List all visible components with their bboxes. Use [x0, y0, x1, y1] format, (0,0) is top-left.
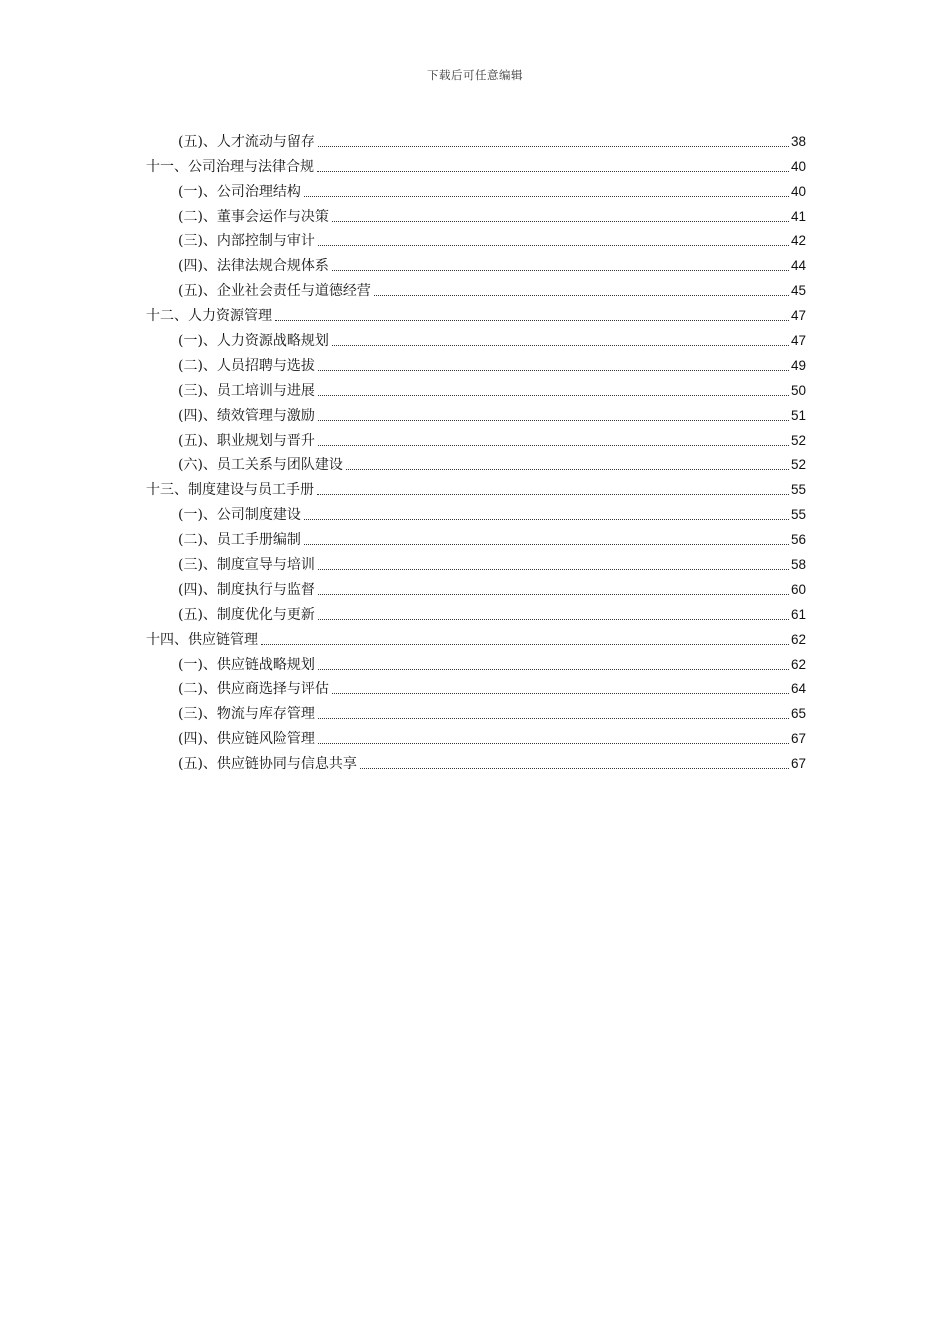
toc-entry-page-number: 67 — [790, 756, 806, 772]
toc-section-entry[interactable] — [146, 400, 806, 425]
toc-dot-leader — [360, 767, 789, 769]
toc-dot-leader — [318, 668, 789, 670]
toc-section-entry[interactable] — [146, 499, 806, 524]
toc-entry-title: (四)、制度执行与监督 — [178, 581, 315, 598]
toc-entry-title: (五)、制度优化与更新 — [178, 606, 315, 623]
toc-entry-page-number: 51 — [790, 407, 806, 423]
toc-section-entry[interactable] — [146, 723, 806, 748]
toc-entry-title: (一)、公司制度建设 — [178, 507, 301, 524]
toc-entry-page-number: 44 — [790, 258, 806, 274]
toc-entry-title: (六)、员工关系与团队建设 — [178, 457, 343, 474]
toc-entry-title: (二)、供应商选择与评估 — [178, 681, 329, 698]
toc-dot-leader — [332, 220, 789, 222]
toc-entry-page-number: 62 — [790, 656, 806, 672]
toc-section-entry[interactable] — [146, 250, 806, 275]
toc-entry-page-number: 40 — [790, 158, 806, 174]
toc-entry-page-number: 60 — [790, 581, 806, 597]
toc-section-entry[interactable] — [146, 350, 806, 375]
toc-entry-page-number: 47 — [790, 308, 806, 324]
toc-dot-leader — [318, 244, 789, 246]
toc-entry-page-number: 58 — [790, 557, 806, 573]
toc-section-entry[interactable] — [146, 549, 806, 574]
toc-section-entry[interactable] — [146, 674, 806, 699]
toc-entry-title: 十二、人力资源管理 — [146, 308, 272, 325]
toc-section-entry[interactable] — [146, 126, 806, 151]
toc-entry-title: (三)、制度宣导与培训 — [178, 557, 315, 574]
toc-entry-page-number: 62 — [790, 631, 806, 647]
toc-entry-page-number: 41 — [790, 208, 806, 224]
toc-section-entry[interactable] — [146, 649, 806, 674]
toc-entry-page-number: 42 — [790, 233, 806, 249]
toc-dot-leader — [318, 444, 789, 446]
toc-section-entry[interactable] — [146, 574, 806, 599]
toc-chapter-entry[interactable] — [146, 474, 806, 499]
toc-entry-title: (二)、董事会运作与决策 — [178, 208, 329, 225]
toc-entry-title: (一)、供应链战略规划 — [178, 656, 315, 673]
toc-chapter-entry[interactable] — [146, 151, 806, 176]
toc-dot-leader — [318, 742, 789, 744]
toc-section-entry[interactable] — [146, 226, 806, 251]
toc-entry-title: (四)、法律法规合规体系 — [178, 258, 329, 275]
toc-entry-page-number: 65 — [790, 706, 806, 722]
toc-entry-title: 十三、制度建设与员工手册 — [146, 482, 314, 499]
toc-dot-leader — [318, 145, 789, 147]
toc-dot-leader — [318, 568, 789, 570]
toc-section-entry[interactable] — [146, 201, 806, 226]
toc-dot-leader — [318, 394, 789, 396]
toc-chapter-entry[interactable] — [146, 300, 806, 325]
toc-entry-page-number: 52 — [790, 432, 806, 448]
toc-entry-page-number: 67 — [790, 731, 806, 747]
toc-entry-page-number: 45 — [790, 283, 806, 299]
toc-dot-leader — [332, 269, 789, 271]
toc-dot-leader — [332, 692, 789, 694]
toc-entry-page-number: 52 — [790, 457, 806, 473]
toc-dot-leader — [261, 643, 789, 645]
page-header-note: 下载后可任意编辑 — [427, 68, 523, 82]
toc-dot-leader — [317, 170, 789, 172]
toc-entry-page-number: 47 — [790, 333, 806, 349]
toc-section-entry[interactable] — [146, 748, 806, 773]
toc-dot-leader — [318, 717, 789, 719]
toc-entry-title: (一)、公司治理结构 — [178, 183, 301, 200]
toc-dot-leader — [318, 419, 789, 421]
toc-section-entry[interactable] — [146, 599, 806, 624]
toc-entry-title: 十一、公司治理与法律合规 — [146, 158, 314, 175]
toc-entry-page-number: 56 — [790, 532, 806, 548]
toc-entry-page-number: 64 — [790, 681, 806, 697]
toc-entry-title: (五)、企业社会责任与道德经营 — [178, 283, 371, 300]
toc-section-entry[interactable] — [146, 176, 806, 201]
toc-section-entry[interactable] — [146, 698, 806, 723]
toc-entry-title: (五)、职业规划与晋升 — [178, 432, 315, 449]
toc-entry-page-number: 49 — [790, 357, 806, 373]
toc-entry-page-number: 55 — [790, 482, 806, 498]
toc-entry-title: (二)、人员招聘与选拔 — [178, 357, 315, 374]
toc-entry-page-number: 40 — [790, 183, 806, 199]
toc-entry-page-number: 55 — [790, 507, 806, 523]
toc-entry-title: (三)、内部控制与审计 — [178, 233, 315, 250]
toc-chapter-entry[interactable] — [146, 624, 806, 649]
toc-entry-title: (二)、员工手册编制 — [178, 532, 301, 549]
toc-section-entry[interactable] — [146, 375, 806, 400]
toc-entry-title: (四)、绩效管理与激励 — [178, 407, 315, 424]
toc-section-entry[interactable] — [146, 275, 806, 300]
toc-entry-page-number: 50 — [790, 382, 806, 398]
toc-dot-leader — [318, 593, 789, 595]
toc-dot-leader — [317, 493, 789, 495]
toc-dot-leader — [332, 344, 789, 346]
toc-section-entry[interactable] — [146, 325, 806, 350]
toc-section-entry[interactable] — [146, 450, 806, 475]
toc-entry-title: (三)、物流与库存管理 — [178, 706, 315, 723]
toc-entry-title: (三)、员工培训与进展 — [178, 382, 315, 399]
toc-section-entry[interactable] — [146, 425, 806, 450]
toc-dot-leader — [304, 195, 789, 197]
table-of-contents — [146, 126, 806, 773]
toc-dot-leader — [346, 468, 789, 470]
toc-dot-leader — [374, 294, 789, 296]
toc-entry-title: (一)、人力资源战略规划 — [178, 333, 329, 350]
toc-dot-leader — [304, 543, 789, 545]
toc-dot-leader — [304, 518, 789, 520]
toc-dot-leader — [318, 618, 789, 620]
toc-entry-page-number: 38 — [790, 133, 806, 149]
toc-dot-leader — [318, 369, 789, 371]
toc-entry-title: (四)、供应链风险管理 — [178, 731, 315, 748]
toc-entry-title: 十四、供应链管理 — [146, 631, 258, 648]
toc-entry-title: (五)、人才流动与留存 — [178, 133, 315, 150]
toc-entry-page-number: 61 — [790, 606, 806, 622]
toc-section-entry[interactable] — [146, 524, 806, 549]
toc-entry-title: (五)、供应链协同与信息共享 — [178, 756, 357, 773]
toc-dot-leader — [275, 319, 789, 321]
